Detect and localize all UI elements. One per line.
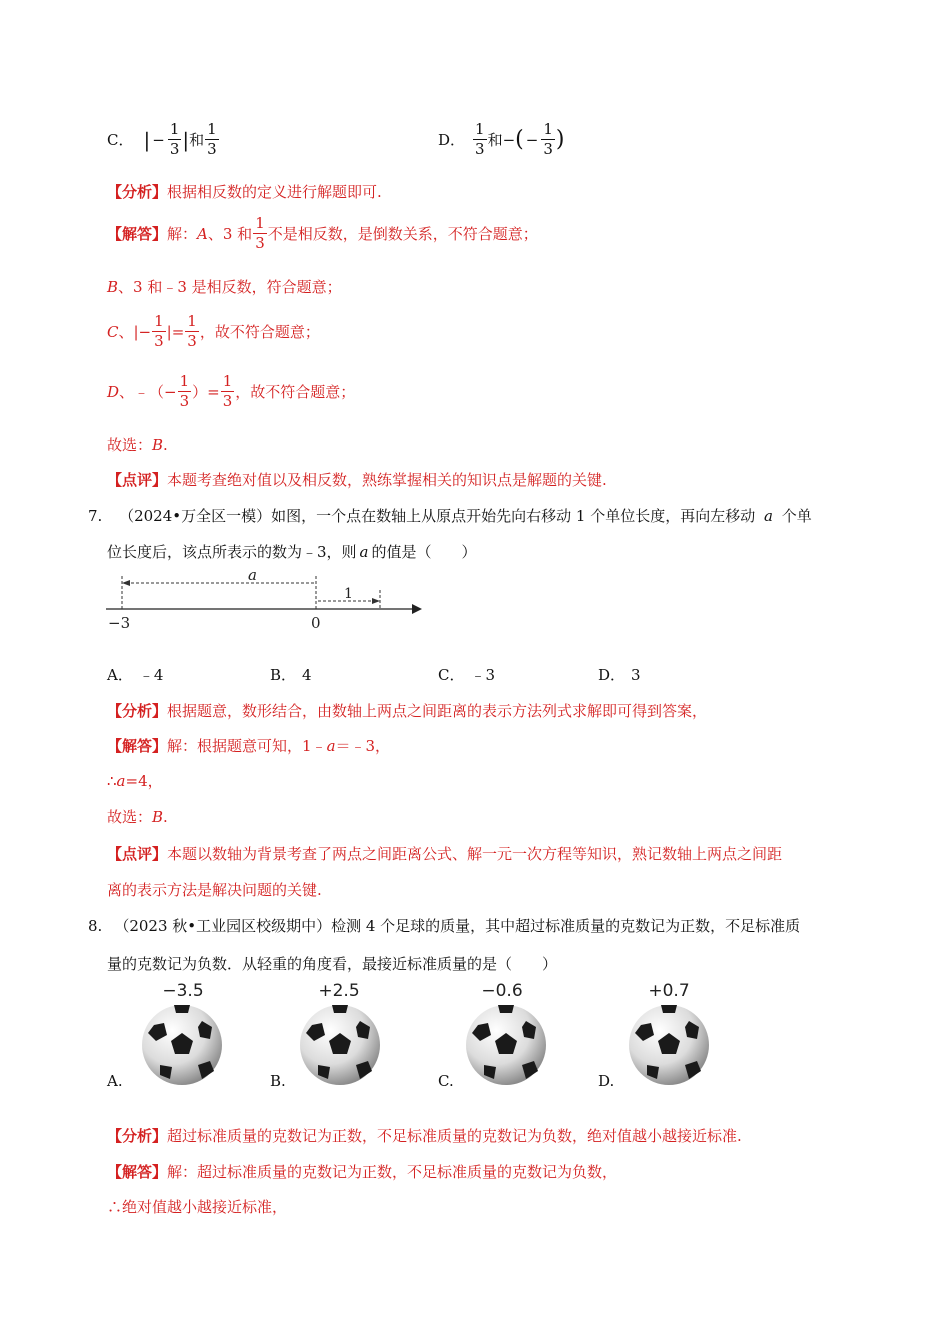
ball-value: −0.6 [481,981,523,1001]
q6-answer-line-b: B、3 和﹣3 是相反数，符合题意； [107,278,342,296]
q7-answer: 【解答】解：根据题意可知，1﹣a＝﹣3， [107,737,391,755]
number-line-figure [100,568,430,632]
ball-option-c [452,981,552,1001]
q6-answer-line-d: D 、﹣（− $\frac{1}{3}$ ）= $\frac{1}{3}$ ，故不符合题意； [107,372,356,410]
q7-stem-line1: 7. （2024•万全区一模）如图，一个点在数轴上从原点开始先向右移动 1 个单位长度，再向左移动 a 个单 [88,507,812,525]
fraction: $\frac{1}{3}$ [187,312,197,350]
option-label: C． [107,131,134,149]
q7-option-b: B． 4 [270,666,312,684]
fraction: $\frac{1}{3}$ [169,120,180,158]
arrow-a-head [122,580,130,586]
fraction: $\frac{1}{3}$ [222,372,233,410]
q7-choice: 故选：B. [107,808,168,826]
soccer-ball-icon [298,1003,382,1087]
q6-analysis: 【分析】根据相反数的定义进行解题即可. [107,183,382,201]
label-0: 0 [311,614,321,632]
fraction: $\frac{1}{3}$ [207,120,217,158]
soccer-ball-icon [464,1003,548,1087]
q7-analysis: 【分析】根据题意，数形结合，由数轴上两点之间距离的表示方法列式求解即可得到答案， [107,702,708,720]
q6-option-d: D． $\frac{1}{3}$ 和 − ( − $\frac{1}{3}$ ) [438,120,565,158]
ball-value: +2.5 [318,981,360,1001]
arrow-1-head [372,598,380,604]
q7-option-a: A． ﹣4 [107,666,164,684]
label-neg3: −3 [108,614,131,632]
q7-comment-line2: 离的表示方法是解决问题的关键. [107,881,322,899]
q6-choice: 故选：B. [107,436,168,454]
q6-comment: 【点评】本题考查绝对值以及相反数，熟练掌握相关的知识点是解题的关键. [107,471,607,489]
ball-option-a [133,981,233,1001]
q8-analysis: 【分析】超过标准质量的克数记为正数，不足标准质量的克数记为负数，绝对值越小越接近标准. [107,1127,742,1145]
ball-label-a: A. [107,1072,123,1090]
q7-comment-line1: 【点评】本题以数轴为背景考查了两点之间距离公式、解一元一次方程等知识，熟记数轴上两点之间距 [107,845,783,863]
fraction: $\frac{1}{3}$ [255,214,265,252]
q7-stem-line2: 位长度后，该点所表示的数为﹣3，则 a 的值是（ ） [107,543,477,561]
q6-answer-line-c: C 、|− $\frac{1}{3}$ |= $\frac{1}{3}$ ，故不符合题意； [107,312,320,350]
ball-label-d: D. [598,1072,615,1090]
q7-therefore: ∴a=4， [107,772,163,790]
q7-option-d: D． 3 [598,666,641,684]
q6-answer-line-a: 【解答】 解： A 、3 和 $\frac{1}{3}$ 不是相反数，是倒数关系，不符合题意； [107,214,538,252]
ball-option-d [619,981,719,1001]
q7-option-c: C． ﹣3 [438,666,496,684]
q8-therefore: ∴绝对值越小越接近标准， [107,1198,288,1216]
label-a: a [248,568,257,584]
q6-option-c: C． | − $\frac{1}{3}$ | 和 $\frac{1}{3}$ [107,120,217,158]
label-1: 1 [344,586,353,602]
q8-stem-line2: 量的克数记为负数．从轻重的角度看，最接近标准质量的是（ ） [107,955,558,973]
fraction: $\frac{1}{3}$ [475,120,485,158]
q8-answer: 【解答】解：超过标准质量的克数记为正数，不足标准质量的克数记为负数， [107,1163,618,1181]
fraction: $\frac{1}{3}$ [179,372,190,410]
ball-value: −3.5 [162,981,204,1001]
fraction: $\frac{1}{3}$ [543,120,553,158]
fraction: $\frac{1}{3}$ [154,312,164,350]
axis-arrow-head [412,604,422,614]
ball-option-b [289,981,389,1001]
ball-value: +0.7 [648,981,690,1001]
soccer-ball-icon [140,1003,224,1087]
option-label: D． [438,131,466,149]
q8-stem-line1: 8. （2023 秋•工业园区校级期中）检测 4 个足球的质量，其中超过标准质量的克数记为正数，不足标准质 [88,917,801,935]
ball-label-b: B. [270,1072,286,1090]
ball-label-c: C. [438,1072,454,1090]
soccer-ball-icon [627,1003,711,1087]
